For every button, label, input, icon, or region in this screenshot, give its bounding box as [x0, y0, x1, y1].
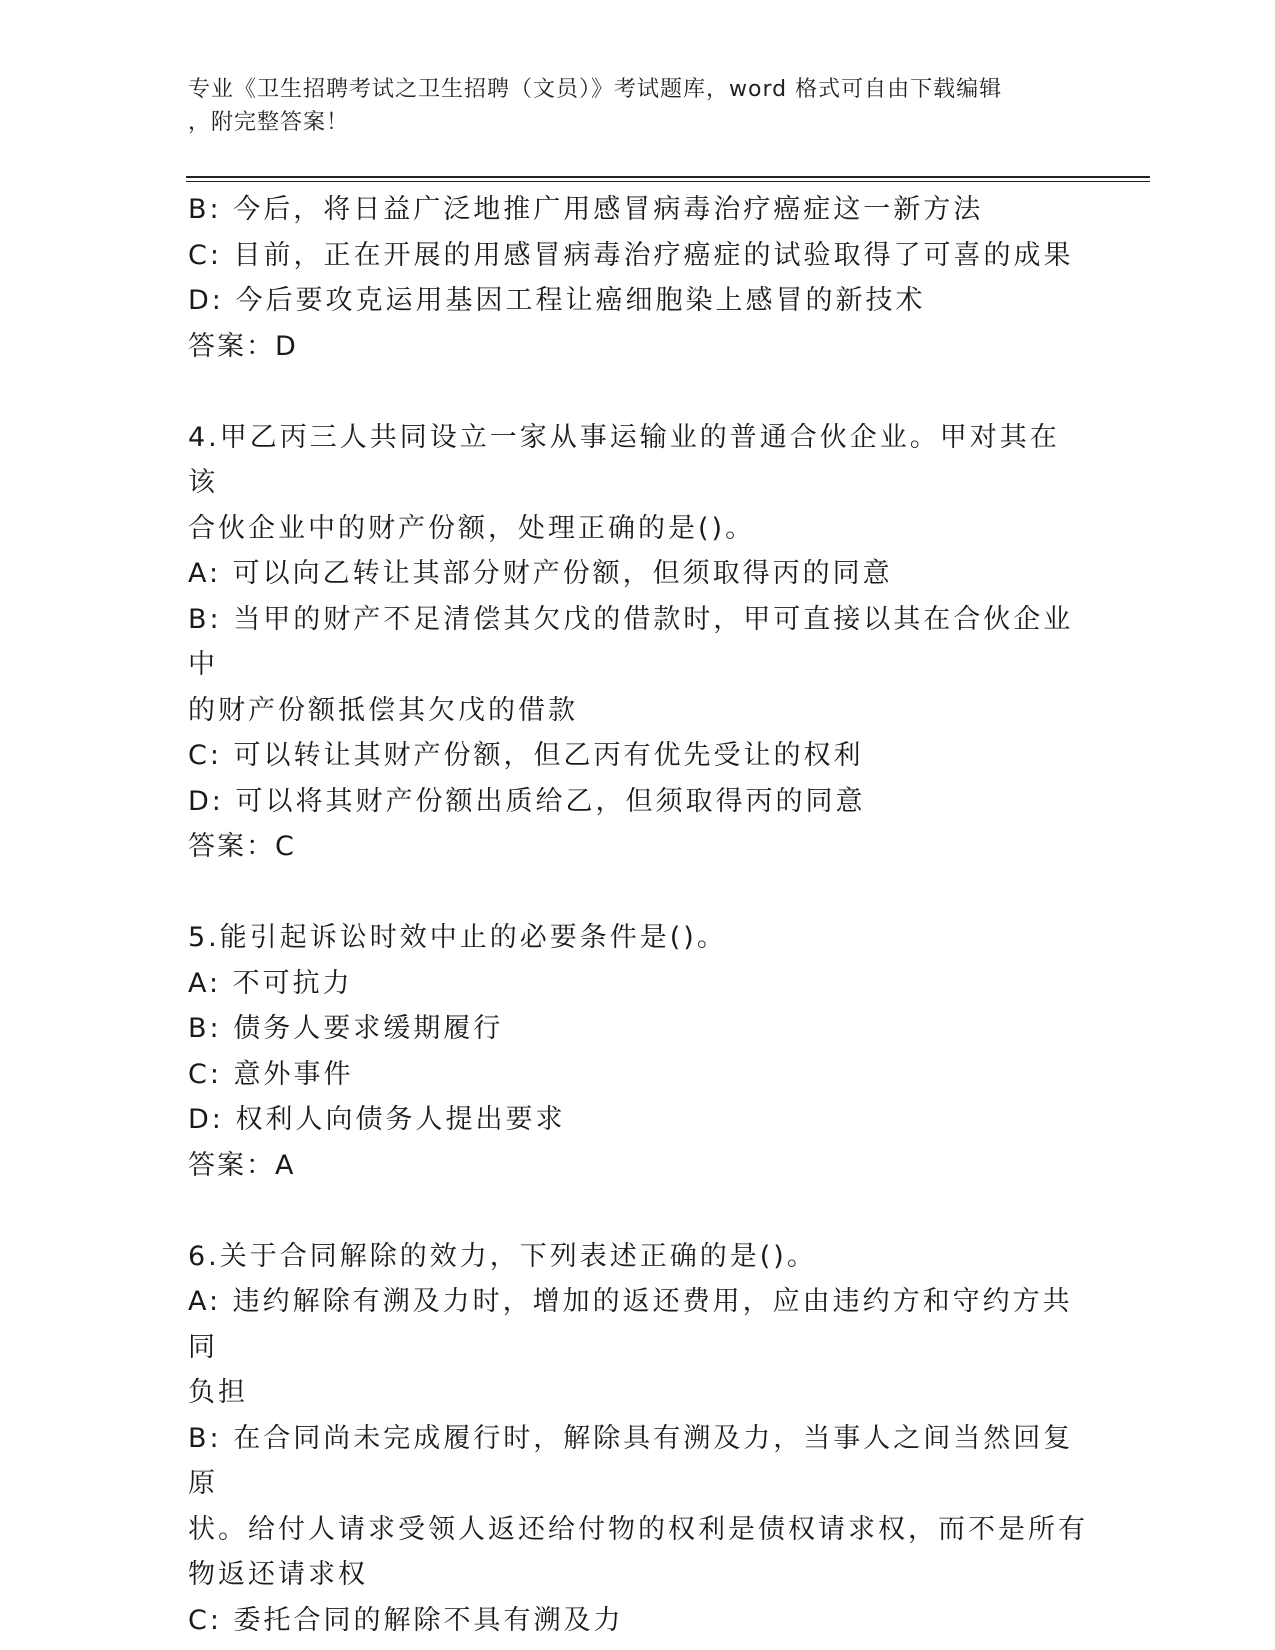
- spacer: [188, 1188, 1088, 1234]
- q6-option-a-line-2: 负担: [188, 1377, 248, 1408]
- question-3-continued: [188, 187, 1088, 369]
- question-6: [188, 1234, 1088, 1644]
- q4-stem-line-2: 合伙企业中的财产份额，处理正确的是()。: [188, 512, 756, 544]
- header-divider-thin: [186, 181, 1150, 182]
- spacer: [188, 870, 1088, 916]
- spacer: [188, 369, 1088, 415]
- header-title-line-2: ，附完整答案！: [188, 110, 350, 135]
- q4-stem-line-1: 4.甲乙丙三人共同设立一家从事运输业的普通合伙企业。甲对其在该: [188, 421, 1060, 498]
- q3-option-c: C: 目前，正在开展的用感冒病毒治疗癌症的试验取得了可喜的成果: [188, 239, 1074, 271]
- q3-answer: 答案：D: [188, 330, 298, 362]
- q5-stem: 5.能引起诉讼时效中止的必要条件是()。: [188, 922, 727, 953]
- q3-option-d: D: 今后要攻克运用基因工程让癌细胞染上感冒的新技术: [188, 285, 926, 316]
- question-5: [188, 915, 1088, 1188]
- header-divider-thick: [186, 176, 1150, 178]
- q4-option-d: D: 可以将其财产份额出质给乙，但须取得丙的同意: [188, 785, 866, 817]
- q4-option-a: A: 可以向乙转让其部分财产份额，但须取得丙的同意: [188, 558, 893, 589]
- q6-option-c: C: 委托合同的解除不具有溯及力: [188, 1604, 624, 1636]
- question-4: [188, 415, 1088, 870]
- header-title-line-1: 专业《卫生招聘考试之卫生招聘（文员）》考试题库，word 格式可自由下载编辑: [188, 77, 1003, 102]
- q5-option-c: C: 意外事件: [188, 1058, 354, 1090]
- q4-option-c: C: 可以转让其财产份额，但乙丙有优先受让的权利: [188, 740, 864, 771]
- q6-option-a-line-1: A: 违约解除有溯及力时，增加的返还费用，应由违约方和守约方共同: [188, 1286, 1073, 1363]
- q5-option-d: D: 权利人向债务人提出要求: [188, 1104, 566, 1135]
- q4-answer: 答案：C: [188, 831, 296, 862]
- document-header: [188, 73, 1068, 139]
- q3-option-b: B: 今后，将日益广泛地推广用感冒病毒治疗癌症这一新方法: [188, 194, 984, 225]
- q5-answer: 答案：A: [188, 1149, 296, 1181]
- q4-option-b-line-1: B: 当甲的财产不足清偿其欠戊的借款时，甲可直接以其在合伙企业中: [188, 603, 1074, 680]
- q6-stem: 6.关于合同解除的效力，下列表述正确的是()。: [188, 1240, 817, 1272]
- q5-option-a: A: 不可抗力: [188, 967, 353, 999]
- q6-option-b-line-1: B: 在合同尚未完成履行时，解除具有溯及力，当事人之间当然回复原: [188, 1422, 1074, 1499]
- q5-option-b: B: 债务人要求缓期履行: [188, 1013, 504, 1044]
- question-list: [188, 187, 1088, 1643]
- q6-option-b-line-2: 状。给付人请求受领人返还给付物的权利是债权请求权，而不是所有: [188, 1513, 1088, 1545]
- q4-option-b-line-2: 的财产份额抵偿其欠戊的借款: [188, 694, 578, 726]
- q6-option-b-line-3: 物返还请求权: [188, 1559, 368, 1590]
